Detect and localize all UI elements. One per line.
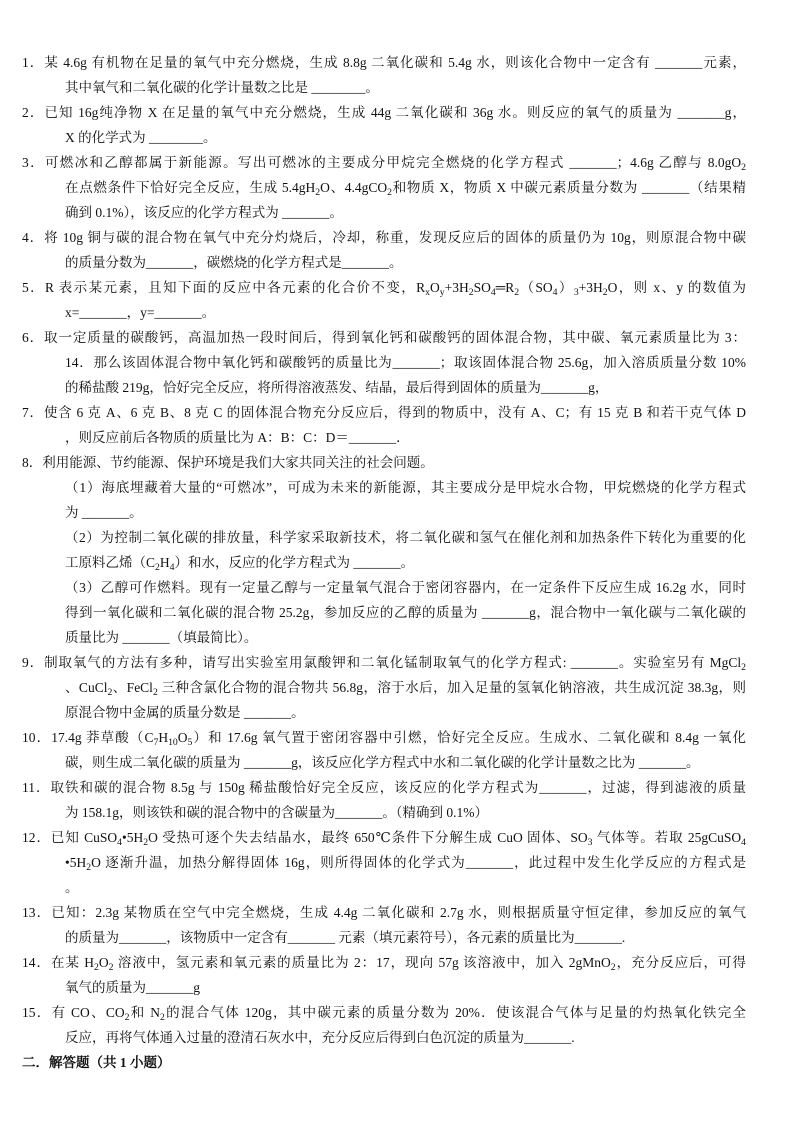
- question-text: 17.4g 莽草酸（C: [51, 730, 154, 745]
- question-text: 溶液中，氢元素和氧元素的质量比为 2：17，现向 57g 该溶液中，加入 2gMnO: [113, 955, 611, 970]
- question-text: 可燃冰和乙醇都属于新能源。写出可燃冰的主要成分甲烷完全燃烧的化学方程式 _______；4.6g 乙醇与 8.0gO: [44, 155, 742, 170]
- question-line: [65, 175, 746, 200]
- subscript: 4: [741, 837, 746, 849]
- question-line: [22, 400, 746, 425]
- question-text: 的混合气体 120g，其中碳元素的质量分数为 20%．使该混合气体与足量的灼热氧化铁完全: [164, 1005, 747, 1020]
- question-number: 10．: [22, 730, 52, 745]
- question-text: 碳，则生成二氧化碳的质量为 _______g，该反应化学方程式中水和二氧化碳的化学计量数之比为 _______。: [65, 755, 700, 770]
- subscript: 2: [387, 187, 393, 199]
- subscript: 4: [552, 287, 558, 299]
- question-text: SO: [473, 280, 491, 295]
- question-text: （SO: [519, 280, 553, 295]
- question-2: [0, 100, 794, 150]
- question-line: [65, 600, 746, 625]
- subscript: 3: [573, 287, 579, 299]
- subscript: 4: [490, 287, 496, 299]
- question-line: [65, 200, 746, 225]
- question-line: [65, 425, 746, 450]
- question-1: [0, 50, 794, 100]
- question-line: [65, 800, 746, 825]
- section-heading: 二．解答题（共 1 小题）: [22, 1055, 171, 1070]
- subscript: 2: [741, 662, 747, 674]
- question-5: [0, 275, 794, 325]
- question-text: 、FeCl: [112, 680, 153, 695]
- question-text: H: [159, 555, 170, 570]
- question-text: O: [98, 955, 109, 970]
- question-text: 在某 H: [50, 955, 95, 970]
- question-text: ）: [557, 280, 574, 295]
- question-text: 取铁和碳的混合物 8.5g 与 150g 稀盐酸恰好完全反应，该反应的化学方程式为_______，过滤，得到滤液的质量: [50, 780, 747, 795]
- subscript: x: [425, 287, 430, 299]
- question-text: 已知 16g纯净物 X 在足量的氧气中充分燃烧，生成 44g 二氧化碳和 36g 水。则反应的氧气的质量为 _______g，: [44, 105, 747, 120]
- question-line: [22, 450, 746, 475]
- question-text: 三种含氯化合物的混合物共 56.8g，溶于水后，加入足量的氢氧化钠溶液，共生成沉淀 38.3g，则: [157, 680, 746, 695]
- question-text: 得到一氧化碳和二氧化碳的混合物 25.2g，参加反应的乙醇的质量为 _______g，混合物中一氧化碳与二氧化碳的: [65, 605, 746, 620]
- question-number: 4．: [22, 230, 45, 245]
- question-line: [65, 525, 746, 550]
- question-line: [65, 500, 746, 525]
- question-text: ，则反应前后各物质的质量比为 A：B：C：D＝_______．: [65, 430, 410, 445]
- question-number: 13．: [22, 905, 52, 920]
- question-text: 将 10g 铜与碳的混合物在氧气中充分灼烧后，冷却，称重，发现反应后的固体的质量仍为 10g，则原混合物中碳: [44, 230, 747, 245]
- subscript: 4: [117, 837, 123, 849]
- question-line: [65, 700, 746, 725]
- question-text: 质量比为 _______（填最简比）。: [65, 630, 258, 645]
- question-line: [22, 225, 746, 250]
- subscript: 2: [152, 687, 158, 699]
- question-3: [0, 150, 794, 225]
- question-line: [65, 350, 746, 375]
- subscript: 2: [86, 862, 92, 874]
- question-line: [22, 650, 746, 675]
- question-text: 的质量为_______，该物质中一定含有_______ 元素（填元素符号），各元素的质量比为_______.: [65, 930, 626, 945]
- question-line: [22, 325, 746, 350]
- question-number: 5．: [22, 280, 46, 295]
- question-text: 的质量分数为_______，碳燃烧的化学方程式是_______。: [65, 255, 403, 270]
- question-text: 14．那么该固体混合物中氧化钙和碳酸钙的质量比为_______；取该固体混合物 25.6g，加入溶质质量分数 10%: [65, 355, 746, 370]
- question-line: [65, 625, 746, 650]
- question-text: （3）乙醇可作燃料。现有一定量乙醇与一定量氧气混合于密闭容器内，在一定条件下反应生成 16.2g 水，同时: [65, 580, 746, 595]
- question-line: [65, 125, 746, 150]
- question-number: 15．: [22, 1005, 52, 1020]
- question-number: 2．: [22, 105, 45, 120]
- question-13: [0, 900, 794, 950]
- question-line: [22, 275, 746, 300]
- subscript: 2: [468, 287, 474, 299]
- subscript: 2: [124, 1012, 130, 1024]
- question-text: 反应，再将气体通入过量的澄清石灰水中，充分反应后得到白色沉淀的质量为_______.: [65, 1030, 575, 1045]
- question-12: [0, 825, 794, 900]
- question-text: X 的化学式为 ________。: [65, 130, 217, 145]
- question-list: [0, 50, 794, 1050]
- question-line: [65, 375, 746, 400]
- question-line: [22, 775, 746, 800]
- question-text: 确到 0.1%），该反应的化学方程式为 _______。: [65, 205, 343, 220]
- question-text: 气体等。若取 25gCuSO: [592, 830, 742, 845]
- question-10: [0, 725, 794, 775]
- question-text: 和 N: [129, 1005, 160, 1020]
- worksheet-page: [0, 50, 794, 1075]
- question-number: 12．: [22, 830, 51, 845]
- question-line: [65, 300, 746, 325]
- question-line: [65, 925, 746, 950]
- question-text: （1）海底埋藏着大量的“可燃冰”，可成为未来的新能源，其主要成分是甲烷水合物，甲烷燃烧的化学方程式: [65, 480, 746, 495]
- question-9: [0, 650, 794, 725]
- question-text: O、4.4gCO: [320, 180, 388, 195]
- question-text: •5H: [122, 830, 144, 845]
- subscript: 3: [587, 837, 593, 849]
- question-6: [0, 325, 794, 400]
- subscript: 2: [159, 1012, 165, 1024]
- question-text: 为 _______。: [65, 505, 143, 520]
- question-number: 3．: [22, 155, 45, 170]
- question-line: [22, 725, 746, 750]
- question-4: [0, 225, 794, 275]
- question-text: 某 4.6g 有机物在足量的氧气中充分燃烧，生成 8.8g 二氧化碳和 5.4g 水，则该化合物中一定含有 _______元素，: [44, 55, 747, 70]
- question-text: ═R: [495, 280, 515, 295]
- subscript: 2: [610, 962, 616, 974]
- question-text: ）和 17.6g 氧气置于密闭容器中引燃，恰好完全反应。生成水、二氧化碳和 8.4g 一氧化: [192, 730, 747, 745]
- question-number: 9．: [22, 655, 45, 670]
- question-8: [0, 450, 794, 650]
- subscript: 10: [168, 737, 178, 749]
- question-number: 7．: [22, 405, 44, 420]
- subscript: 2: [741, 162, 747, 174]
- subscript: 2: [94, 962, 99, 974]
- question-line: [65, 475, 746, 500]
- question-text: O，则 x、y 的数值为: [607, 280, 747, 295]
- question-text: O 受热可逐个失去结晶水，最终 650℃条件下分解生成 CuO 固体、SO: [148, 830, 588, 845]
- question-text: （2）为控制二氧化碳的排放量，科学家采取新技术，将二氧化碳和氢气在催化剂和加热条件下转化为重要的化: [65, 530, 746, 545]
- question-text: R 表示某元素，且知下面的反应中各元素的化合价不变，R: [45, 280, 426, 295]
- question-text: 其中氧气和二氧化碳的化学计量数之比是 ________。: [65, 80, 379, 95]
- subscript: y: [439, 287, 445, 299]
- question-line: [22, 1000, 746, 1025]
- subscript: 2: [143, 837, 149, 849]
- question-text: +3H: [444, 280, 469, 295]
- subscript: 2: [107, 687, 113, 699]
- question-line: [65, 575, 746, 600]
- question-line: [65, 975, 746, 1000]
- question-line: [22, 900, 746, 925]
- question-text: 使含 6 克 A、6 克 B、8 克 C 的固体混合物充分反应后，得到的物质中，没有 A、C；有 15 克 B 和若干克气体 D: [43, 405, 747, 420]
- question-11: [0, 775, 794, 825]
- question-line: [22, 50, 746, 75]
- question-text: 、CuCl: [65, 680, 108, 695]
- question-line: [65, 1025, 746, 1050]
- question-number: 8．: [22, 455, 43, 470]
- question-number: 6．: [22, 330, 45, 345]
- question-text: 的稀盐酸 219g，恰好完全反应，将所得溶液蒸发、结晶，最后得到固体的质量为_______g，: [65, 380, 609, 395]
- question-text: 原混合物中金属的质量分数是 _______。: [65, 705, 305, 720]
- question-line: [22, 950, 746, 975]
- question-line: [65, 675, 746, 700]
- question-text: 已知 CuSO: [50, 830, 118, 845]
- question-text: •5H: [65, 855, 87, 870]
- question-line: [65, 75, 746, 100]
- question-line: [65, 250, 746, 275]
- question-text: 为 158.1g，则该铁和碳的混合物中的含碳量为_______。（精确到 0.1%）: [65, 805, 488, 820]
- question-line: [65, 850, 746, 875]
- question-14: [0, 950, 794, 1000]
- question-7: [0, 400, 794, 450]
- question-text: H: [158, 730, 169, 745]
- subscript: 2: [514, 287, 520, 299]
- question-line: [65, 750, 746, 775]
- question-number: 11．: [22, 780, 51, 795]
- subscript: 5: [187, 737, 193, 749]
- question-line: [22, 825, 746, 850]
- question-line: [22, 150, 746, 175]
- question-15: [0, 1000, 794, 1050]
- subscript: 2: [108, 962, 114, 974]
- question-number: 14．: [22, 955, 51, 970]
- question-text: 氧气的质量为_______g: [65, 980, 200, 995]
- question-text: ）和水，反应的化学方程式为 _______。: [174, 555, 415, 570]
- question-text: 在点燃条件下恰好完全反应，生成 5.4gH: [65, 180, 316, 195]
- subscript: 2: [155, 562, 160, 574]
- question-text: O: [429, 280, 440, 295]
- question-text: 已知：2.3g 某物质在空气中完全燃烧，生成 4.4g 二氧化碳和 2.7g 水，则根据质量守恒定律，参加反应的氧气: [51, 905, 747, 920]
- subscript: 7: [153, 737, 159, 749]
- question-text: x=_______，y=_______。: [65, 305, 216, 320]
- question-text: ，充分反应后，可得: [615, 955, 746, 970]
- subscript: 2: [602, 287, 608, 299]
- subscript: 2: [315, 187, 321, 199]
- question-text: 取一定质量的碳酸钙，高温加热一段时间后，得到氧化钙和碳酸钙的固体混合物，其中碳、氧元素质量比为 3：: [44, 330, 747, 345]
- question-text: O: [177, 730, 188, 745]
- question-line: [65, 550, 746, 575]
- question-text: 。: [65, 880, 79, 895]
- question-text: 利用能源、节约能源、保护环境是我们大家共同关注的社会问题。: [42, 455, 434, 470]
- subscript: 4: [169, 562, 175, 574]
- question-text: 制取氧气的方法有多种，请写出实验室用氯酸钾和二氧化锰制取氧气的化学方程式: _______。实验室另有 MgCl: [44, 655, 742, 670]
- question-line: [65, 875, 746, 900]
- question-line: [22, 100, 746, 125]
- question-text: O 逐渐升温，加热分解得固体 16g，则所得固体的化学式为_______，此过程中发生化学反应的方程式是: [91, 855, 746, 870]
- question-number: 1．: [22, 55, 45, 70]
- question-text: 和物质 X，物质 X 中碳元素质量分数为 _______（结果精: [392, 180, 746, 195]
- question-text: +3H: [578, 280, 603, 295]
- question-text: 工原料乙烯（C: [65, 555, 156, 570]
- question-text: 有 CO、CO: [51, 1005, 125, 1020]
